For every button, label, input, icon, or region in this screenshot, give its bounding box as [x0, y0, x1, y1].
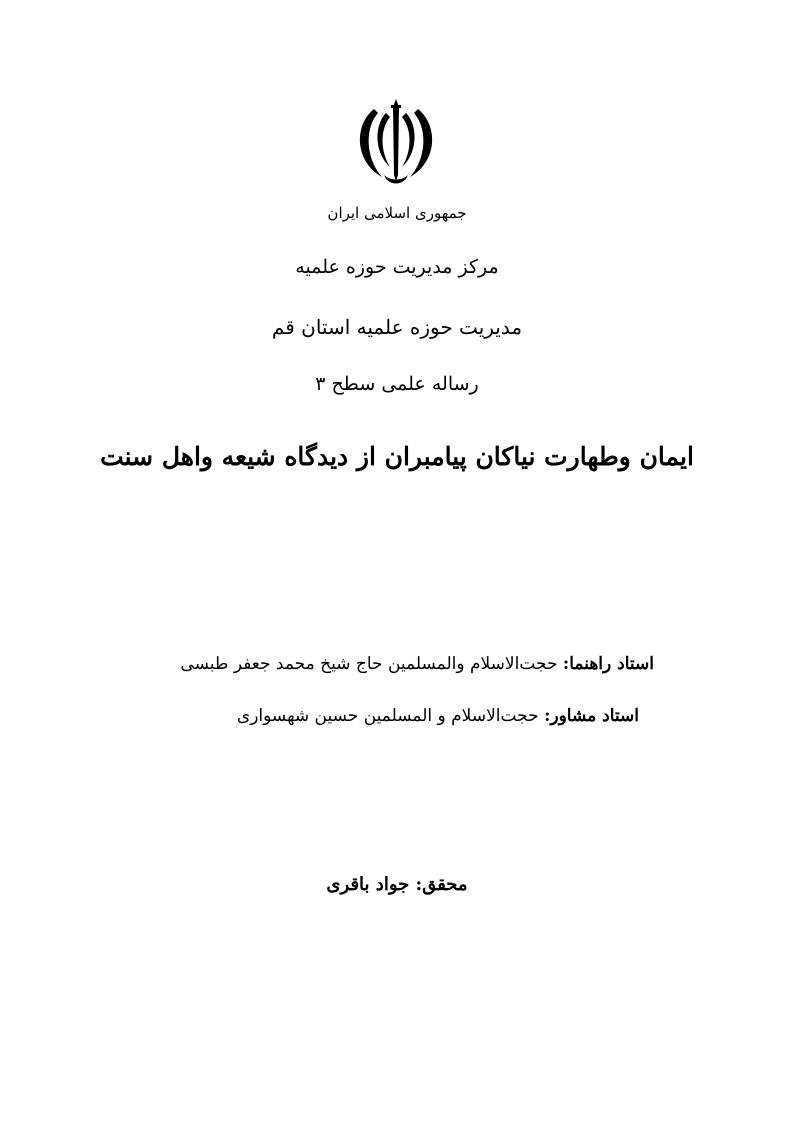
institution-name: مرکز مدیریت حوزه علمیه [295, 256, 499, 278]
advisor-line [139, 706, 639, 726]
thesis-level: رساله علمی سطح ۳ [315, 373, 479, 395]
thesis-title: ایمان وطهارت نیاکان پیامبران از دیدگاه شیعه واهل سنت [100, 442, 694, 471]
supervisor-name: حجت‌الاسلام والمسلمین حاج شیخ محمد جعفر طبسی [180, 654, 558, 674]
provincial-management: مدیریت حوزه علمیه استان قم [271, 315, 523, 339]
researcher-label: محقق: [415, 874, 468, 895]
researcher-name: جواد باقری [326, 874, 410, 895]
researcher-line [0, 874, 794, 895]
advisor-name: حجت‌الاسلام و المسلمین حسین شهسواری [236, 706, 539, 726]
advisor-label: استاد مشاور: [544, 706, 639, 726]
country-name: جمهوری اسلامی ایران [327, 204, 467, 222]
supervisor-label: استاد راهنما: [562, 654, 654, 674]
supervisor-line [94, 650, 654, 678]
iran-emblem-icon [346, 95, 446, 190]
